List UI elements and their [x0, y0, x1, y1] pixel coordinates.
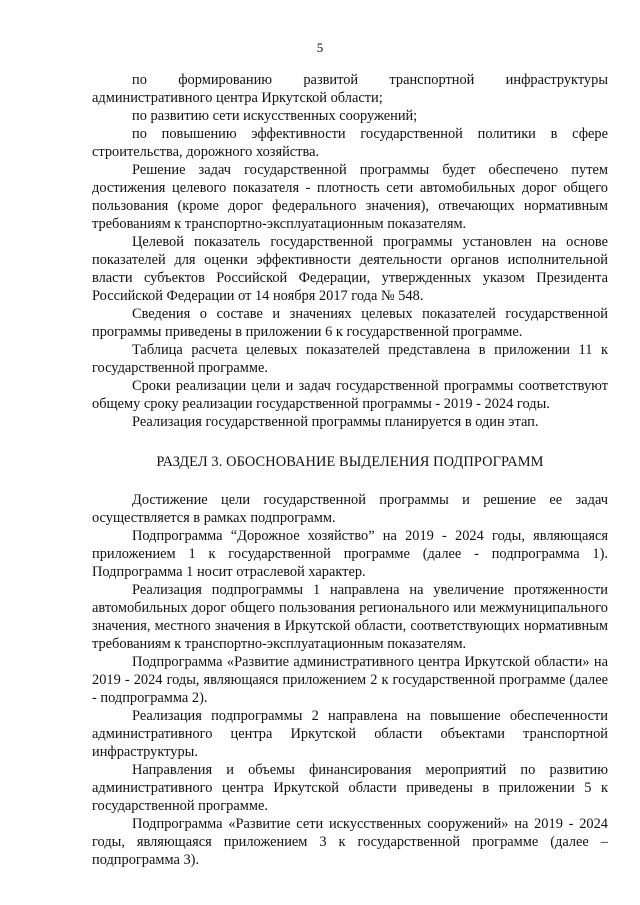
document-body: [92, 71, 608, 869]
paragraph: Реализация подпрограммы 2 направлена на повышение обеспеченности административного центра Иркутской области объектами транспортной инфраструктуры.: [92, 708, 608, 760]
paragraph: Подпрограмма «Развитие сети искусственных сооружений» на 2019 - 2024 годы, являющаяся приложением 3 к государственной программе (далее – подпрограмма 3).: [92, 816, 608, 868]
paragraph: Решение задач государственной программы будет обеспечено путем достижения целевого показателя - плотность сети автомобильных дорог общего пользования (кроме дорог федерального значения), отвечающих нормативным требованиям к транспортно-эксплуатационным показателям.: [92, 162, 608, 232]
paragraph: Реализация государственной программы планируется в один этап.: [132, 414, 539, 430]
page-number: 5: [316, 40, 324, 55]
paragraph: Целевой показатель государственной программы установлен на основе показателей для оценки эффективности деятельности органов исполнительной власти субъектов Российской Федерации, утвержденных указом Президента Российской Федерации от 14 ноября 2017 года № 548.: [92, 234, 608, 304]
paragraph: Подпрограмма “Дорожное хозяйство” на 2019 - 2024 годы, являющаяся приложением 1 к государственной программе (далее - подпрограмма 1). Подпрограмма 1 носит отраслевой характер.: [92, 528, 608, 580]
paragraph: Сроки реализации цели и задач государственной программы соответствуют общему сроку реализации государственной программы - 2019 - 2024 годы.: [92, 378, 608, 412]
paragraph: Таблица расчета целевых показателей представлена в приложении 11 к государственной программе.: [92, 342, 608, 376]
paragraph: по формированию развитой транспортной инфраструктуры административного центра Иркутской области;: [92, 72, 608, 106]
paragraph: Подпрограмма «Развитие административного центра Иркутской области» на 2019 - 2024 годы, являющаяся приложением 2 к государственной программе (далее - подпрограмма 2).: [92, 654, 608, 706]
paragraph: Достижение цели государственной программы и решение ее задач осуществляется в рамках подпрограмм.: [92, 492, 608, 526]
paragraph: по развитию сети искусственных сооружений;: [132, 108, 418, 124]
section-heading: РАЗДЕЛ 3. ОБОСНОВАНИЕ ВЫДЕЛЕНИЯ ПОДПРОГРАММ: [156, 454, 544, 470]
paragraph: Направления и объемы финансирования мероприятий по развитию административного центра Иркутской области приведены в приложении 5 к государственной программе.: [92, 762, 608, 814]
paragraph: Сведения о составе и значениях целевых показателей государственной программы приведены в приложении 6 к государственной программе.: [92, 306, 608, 340]
paragraph: Реализация подпрограммы 1 направлена на увеличение протяженности автомобильных дорог общего пользования регионального или межмуниципального значения, местного значения в Иркутской области, соответствующих нормативным требованиям к транспортно-эксплуатационным показателям.: [92, 582, 608, 652]
paragraph: по повышению эффективности государственной политики в сфере строительства, дорожного хозяйства.: [92, 126, 608, 160]
